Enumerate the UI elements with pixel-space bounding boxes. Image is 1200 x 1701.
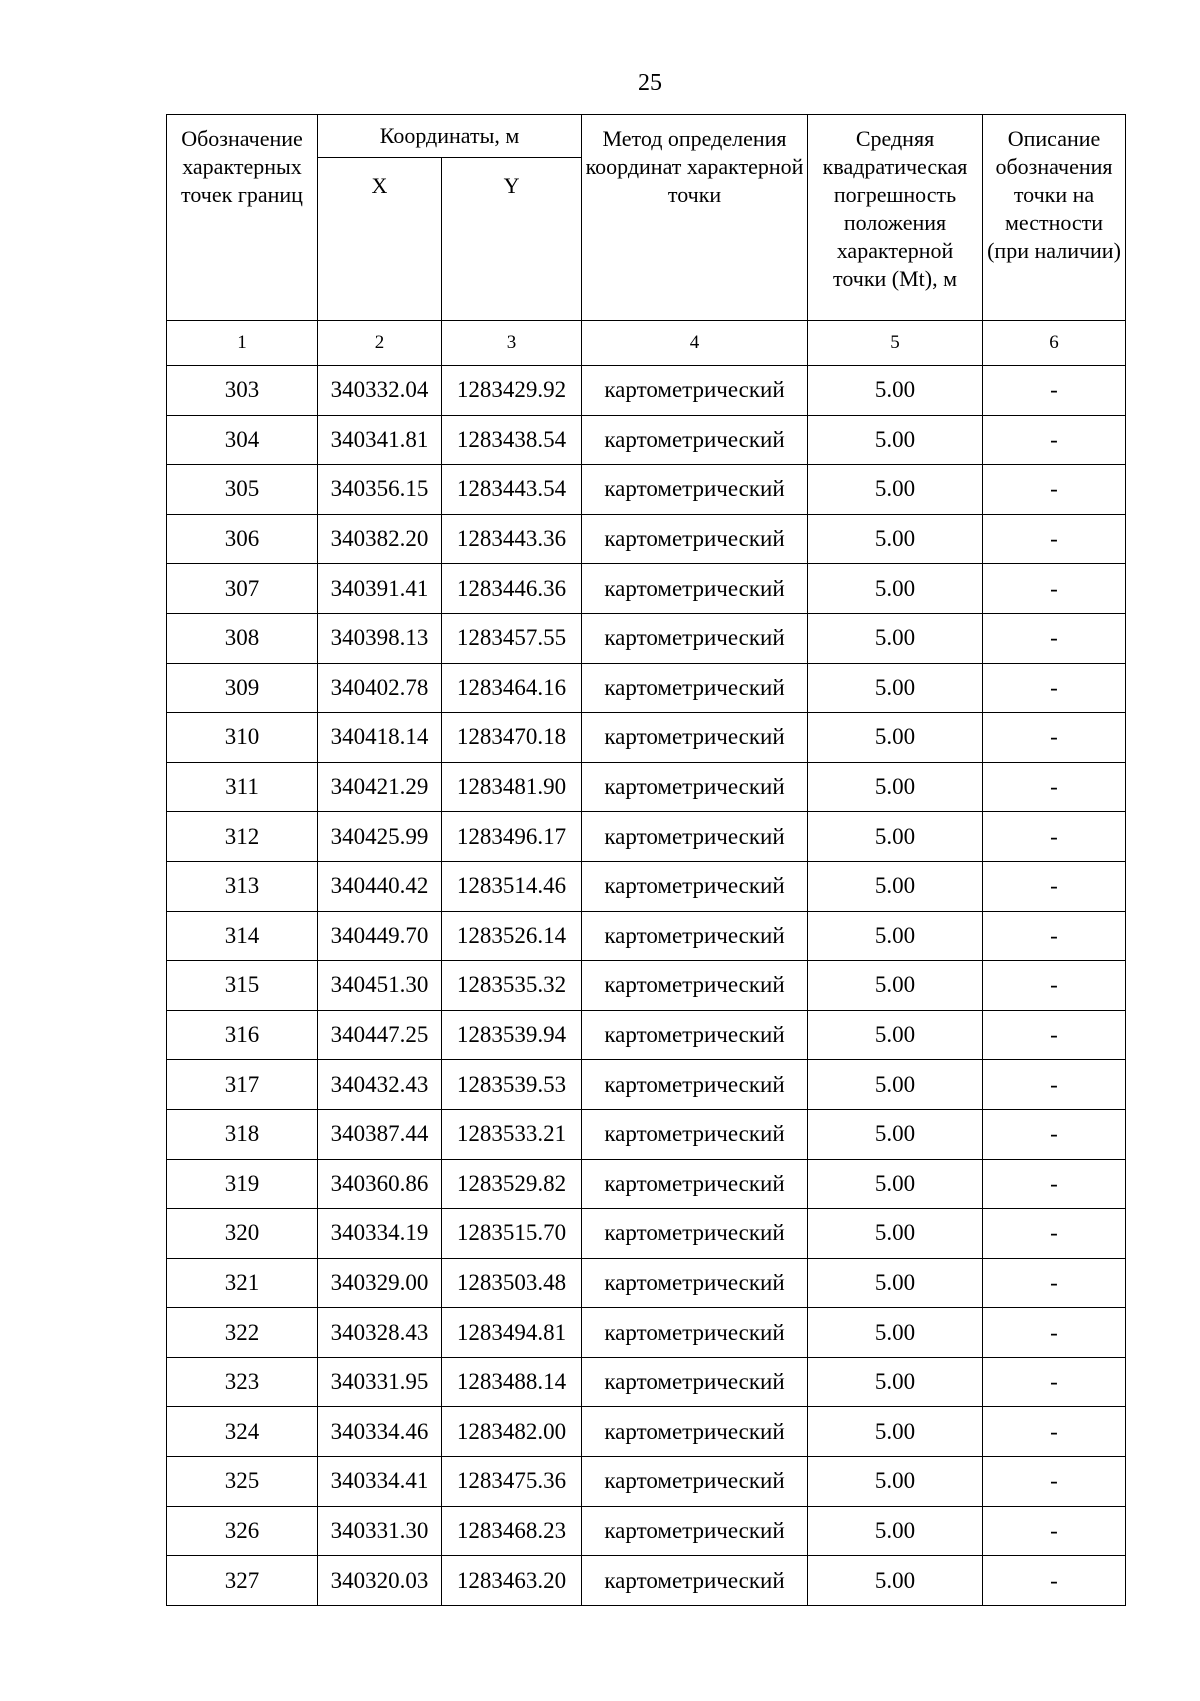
x-coordinate-cell: 340418.14 xyxy=(318,713,442,763)
x-coordinate-cell: 340440.42 xyxy=(318,861,442,911)
point-number-cell: 323 xyxy=(167,1357,318,1407)
method-cell: картометрический xyxy=(582,713,808,763)
description-cell: - xyxy=(983,1308,1126,1358)
description-cell: - xyxy=(983,1209,1126,1259)
point-number-cell: 326 xyxy=(167,1506,318,1556)
method-cell: картометрический xyxy=(582,812,808,862)
y-coordinate-cell: 1283470.18 xyxy=(442,713,582,763)
description-cell: - xyxy=(983,465,1126,515)
method-cell: картометрический xyxy=(582,1308,808,1358)
error-cell: 5.00 xyxy=(808,1159,983,1209)
y-coordinate-cell: 1283438.54 xyxy=(442,415,582,465)
table-row xyxy=(167,861,1126,911)
error-cell: 5.00 xyxy=(808,1457,983,1507)
x-coordinate-cell: 340425.99 xyxy=(318,812,442,862)
y-coordinate-cell: 1283515.70 xyxy=(442,1209,582,1259)
x-coordinate-cell: 340334.46 xyxy=(318,1407,442,1457)
x-coordinate-cell: 340391.41 xyxy=(318,564,442,614)
method-cell: картометрический xyxy=(582,1506,808,1556)
x-coordinate-cell: 340341.81 xyxy=(318,415,442,465)
header-y: Y xyxy=(442,158,582,321)
description-cell: - xyxy=(983,1159,1126,1209)
point-number-cell: 320 xyxy=(167,1209,318,1259)
description-cell: - xyxy=(983,812,1126,862)
boundary-points-table xyxy=(166,114,1126,1606)
method-cell: картометрический xyxy=(582,911,808,961)
method-cell: картометрический xyxy=(582,366,808,416)
table-row xyxy=(167,1556,1126,1606)
table-row xyxy=(167,1209,1126,1259)
description-cell: - xyxy=(983,613,1126,663)
table-row xyxy=(167,366,1126,416)
y-coordinate-cell: 1283539.53 xyxy=(442,1060,582,1110)
method-cell: картометрический xyxy=(582,762,808,812)
error-cell: 5.00 xyxy=(808,1308,983,1358)
description-cell: - xyxy=(983,1109,1126,1159)
y-coordinate-cell: 1283496.17 xyxy=(442,812,582,862)
point-number-cell: 312 xyxy=(167,812,318,862)
error-cell: 5.00 xyxy=(808,1357,983,1407)
method-cell: картометрический xyxy=(582,613,808,663)
description-cell: - xyxy=(983,861,1126,911)
x-coordinate-cell: 340447.25 xyxy=(318,1010,442,1060)
description-cell: - xyxy=(983,1556,1126,1606)
table-row xyxy=(167,961,1126,1011)
table-row xyxy=(167,514,1126,564)
method-cell: картометрический xyxy=(582,1258,808,1308)
table-row xyxy=(167,613,1126,663)
point-number-cell: 324 xyxy=(167,1407,318,1457)
description-cell: - xyxy=(983,663,1126,713)
y-coordinate-cell: 1283464.16 xyxy=(442,663,582,713)
point-number-cell: 306 xyxy=(167,514,318,564)
table-row xyxy=(167,663,1126,713)
description-cell: - xyxy=(983,1407,1126,1457)
point-number-cell: 310 xyxy=(167,713,318,763)
x-coordinate-cell: 340331.95 xyxy=(318,1357,442,1407)
error-cell: 5.00 xyxy=(808,1010,983,1060)
table-row xyxy=(167,1506,1126,1556)
description-cell: - xyxy=(983,1010,1126,1060)
x-coordinate-cell: 340382.20 xyxy=(318,514,442,564)
header-error: Средняя квадратическая погрешность положения характерной точки (Mt), м xyxy=(808,115,983,321)
table-row xyxy=(167,911,1126,961)
x-coordinate-cell: 340432.43 xyxy=(318,1060,442,1110)
table-row xyxy=(167,812,1126,862)
description-cell: - xyxy=(983,366,1126,416)
x-coordinate-cell: 340320.03 xyxy=(318,1556,442,1606)
x-coordinate-cell: 340334.41 xyxy=(318,1457,442,1507)
y-coordinate-cell: 1283443.36 xyxy=(442,514,582,564)
method-cell: картометрический xyxy=(582,1209,808,1259)
y-coordinate-cell: 1283535.32 xyxy=(442,961,582,1011)
point-number-cell: 305 xyxy=(167,465,318,515)
error-cell: 5.00 xyxy=(808,1109,983,1159)
table-row xyxy=(167,1159,1126,1209)
table-row xyxy=(167,415,1126,465)
table-row xyxy=(167,1258,1126,1308)
point-number-cell: 316 xyxy=(167,1010,318,1060)
method-cell: картометрический xyxy=(582,663,808,713)
y-coordinate-cell: 1283482.00 xyxy=(442,1407,582,1457)
method-cell: картометрический xyxy=(582,861,808,911)
point-number-cell: 322 xyxy=(167,1308,318,1358)
table-row xyxy=(167,1109,1126,1159)
error-cell: 5.00 xyxy=(808,415,983,465)
method-cell: картометрический xyxy=(582,1407,808,1457)
x-coordinate-cell: 340421.29 xyxy=(318,762,442,812)
description-cell: - xyxy=(983,1060,1126,1110)
y-coordinate-cell: 1283533.21 xyxy=(442,1109,582,1159)
point-number-cell: 308 xyxy=(167,613,318,663)
y-coordinate-cell: 1283488.14 xyxy=(442,1357,582,1407)
description-cell: - xyxy=(983,911,1126,961)
header-method: Метод определения координат характерной точки xyxy=(582,115,808,321)
table-row xyxy=(167,1407,1126,1457)
method-cell: картометрический xyxy=(582,514,808,564)
x-coordinate-cell: 340387.44 xyxy=(318,1109,442,1159)
table-row xyxy=(167,465,1126,515)
table-row xyxy=(167,564,1126,614)
description-cell: - xyxy=(983,713,1126,763)
column-number: 2 xyxy=(318,321,442,366)
method-cell: картометрический xyxy=(582,564,808,614)
error-cell: 5.00 xyxy=(808,911,983,961)
description-cell: - xyxy=(983,564,1126,614)
error-cell: 5.00 xyxy=(808,564,983,614)
error-cell: 5.00 xyxy=(808,613,983,663)
y-coordinate-cell: 1283463.20 xyxy=(442,1556,582,1606)
error-cell: 5.00 xyxy=(808,861,983,911)
error-cell: 5.00 xyxy=(808,713,983,763)
page-number: 25 xyxy=(638,70,662,96)
point-number-cell: 321 xyxy=(167,1258,318,1308)
point-number-cell: 317 xyxy=(167,1060,318,1110)
point-number-cell: 303 xyxy=(167,366,318,416)
method-cell: картометрический xyxy=(582,1357,808,1407)
y-coordinate-cell: 1283475.36 xyxy=(442,1457,582,1507)
x-coordinate-cell: 340334.19 xyxy=(318,1209,442,1259)
description-cell: - xyxy=(983,961,1126,1011)
y-coordinate-cell: 1283457.55 xyxy=(442,613,582,663)
y-coordinate-cell: 1283526.14 xyxy=(442,911,582,961)
header-point-designation: Обозначение характерных точек границ xyxy=(167,115,318,321)
error-cell: 5.00 xyxy=(808,663,983,713)
error-cell: 5.00 xyxy=(808,1258,983,1308)
error-cell: 5.00 xyxy=(808,812,983,862)
column-numbers-row xyxy=(167,321,1126,366)
table-row xyxy=(167,1010,1126,1060)
header-x: X xyxy=(318,158,442,321)
method-cell: картометрический xyxy=(582,465,808,515)
method-cell: картометрический xyxy=(582,1010,808,1060)
method-cell: картометрический xyxy=(582,1159,808,1209)
description-cell: - xyxy=(983,1258,1126,1308)
y-coordinate-cell: 1283529.82 xyxy=(442,1159,582,1209)
method-cell: картометрический xyxy=(582,1457,808,1507)
table-row xyxy=(167,1060,1126,1110)
y-coordinate-cell: 1283468.23 xyxy=(442,1506,582,1556)
x-coordinate-cell: 340356.15 xyxy=(318,465,442,515)
point-number-cell: 314 xyxy=(167,911,318,961)
table-row xyxy=(167,762,1126,812)
error-cell: 5.00 xyxy=(808,465,983,515)
method-cell: картометрический xyxy=(582,961,808,1011)
y-coordinate-cell: 1283503.48 xyxy=(442,1258,582,1308)
x-coordinate-cell: 340449.70 xyxy=(318,911,442,961)
y-coordinate-cell: 1283429.92 xyxy=(442,366,582,416)
x-coordinate-cell: 340332.04 xyxy=(318,366,442,416)
table-row xyxy=(167,1357,1126,1407)
x-coordinate-cell: 340331.30 xyxy=(318,1506,442,1556)
x-coordinate-cell: 340329.00 xyxy=(318,1258,442,1308)
column-number: 1 xyxy=(167,321,318,366)
point-number-cell: 307 xyxy=(167,564,318,614)
y-coordinate-cell: 1283481.90 xyxy=(442,762,582,812)
header-description: Описание обозначения точки на местности (при наличии) xyxy=(983,115,1126,321)
table-row xyxy=(167,1457,1126,1507)
method-cell: картометрический xyxy=(582,1060,808,1110)
point-number-cell: 315 xyxy=(167,961,318,1011)
y-coordinate-cell: 1283494.81 xyxy=(442,1308,582,1358)
error-cell: 5.00 xyxy=(808,762,983,812)
point-number-cell: 313 xyxy=(167,861,318,911)
error-cell: 5.00 xyxy=(808,514,983,564)
method-cell: картометрический xyxy=(582,1109,808,1159)
description-cell: - xyxy=(983,1357,1126,1407)
column-number: 4 xyxy=(582,321,808,366)
column-number: 6 xyxy=(983,321,1126,366)
description-cell: - xyxy=(983,1457,1126,1507)
point-number-cell: 325 xyxy=(167,1457,318,1507)
x-coordinate-cell: 340360.86 xyxy=(318,1159,442,1209)
point-number-cell: 327 xyxy=(167,1556,318,1606)
point-number-cell: 318 xyxy=(167,1109,318,1159)
column-number: 3 xyxy=(442,321,582,366)
y-coordinate-cell: 1283443.54 xyxy=(442,465,582,515)
table-row xyxy=(167,1308,1126,1358)
y-coordinate-cell: 1283514.46 xyxy=(442,861,582,911)
error-cell: 5.00 xyxy=(808,1556,983,1606)
method-cell: картометрический xyxy=(582,1556,808,1606)
method-cell: картометрический xyxy=(582,415,808,465)
table-row xyxy=(167,713,1126,763)
y-coordinate-cell: 1283446.36 xyxy=(442,564,582,614)
error-cell: 5.00 xyxy=(808,366,983,416)
point-number-cell: 311 xyxy=(167,762,318,812)
header-coordinates: Координаты, м xyxy=(318,115,582,158)
point-number-cell: 309 xyxy=(167,663,318,713)
description-cell: - xyxy=(983,514,1126,564)
error-cell: 5.00 xyxy=(808,1209,983,1259)
x-coordinate-cell: 340398.13 xyxy=(318,613,442,663)
error-cell: 5.00 xyxy=(808,1506,983,1556)
description-cell: - xyxy=(983,762,1126,812)
point-number-cell: 304 xyxy=(167,415,318,465)
error-cell: 5.00 xyxy=(808,961,983,1011)
x-coordinate-cell: 340402.78 xyxy=(318,663,442,713)
description-cell: - xyxy=(983,415,1126,465)
error-cell: 5.00 xyxy=(808,1060,983,1110)
error-cell: 5.00 xyxy=(808,1407,983,1457)
y-coordinate-cell: 1283539.94 xyxy=(442,1010,582,1060)
column-number: 5 xyxy=(808,321,983,366)
header-row xyxy=(167,115,1126,158)
point-number-cell: 319 xyxy=(167,1159,318,1209)
x-coordinate-cell: 340451.30 xyxy=(318,961,442,1011)
x-coordinate-cell: 340328.43 xyxy=(318,1308,442,1358)
description-cell: - xyxy=(983,1506,1126,1556)
